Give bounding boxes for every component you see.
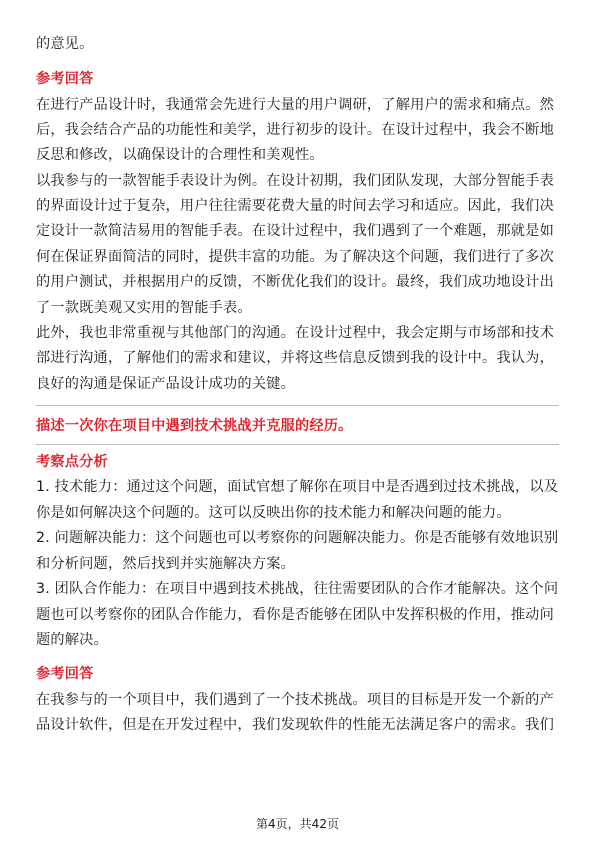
answer-1-line: 后，我会结合产品的功能性和美学，进行初步的设计。在设计过程中，我会不断地 [36,122,554,138]
analysis-line: 3. 团队合作能力：在项目中遇到技术挑战，往往需要团队的合作才能解决。这个问 [36,581,559,597]
continuation-text: 的意见。 [36,36,94,52]
analysis-heading: 考察点分析 [36,454,108,470]
answer-1-line: 的用户测试，并根据用户的反馈，不断优化我们的设计。最终，我们成功地设计出 [36,274,554,290]
answer-1-line: 了一款既美观又实用的智能手表。 [36,300,252,316]
answer-1-line: 良好的沟通是保证产品设计成功的关键。 [36,376,295,392]
answer-1-line: 此外，我也非常重视与其他部门的沟通。在设计过程中，我会定期与市场部和技术 [36,325,554,341]
analysis-line: 你是如何解决这个问题的。这可以反映出你的技术能力和解决问题的能力。 [36,505,511,521]
answer-1-line: 定设计一款简洁易用的智能手表。在设计过程中，我们遇到了一个难题，那就是如 [36,223,554,239]
answer-2-line: 品设计软件，但是在开发过程中，我们发现软件的性能无法满足客户的需求。我们 [36,717,554,733]
analysis-line: 1. 技术能力：通过这个问题，面试官想了解你在项目中是否遇到过技术挑战，以及 [36,479,559,495]
question-heading: 描述一次你在项目中遇到技术挑战并克服的经历。 [36,418,353,434]
answer-1-line: 反思和修改，以确保设计的合理性和美观性。 [36,147,324,163]
answer-1-line: 在进行产品设计时，我通常会先进行大量的用户调研，了解用户的需求和痛点。然 [36,97,554,113]
analysis-line: 2. 问题解决能力：这个问题也可以考察你的问题解决能力。你是否能够有效地识别 [36,530,559,546]
answer-heading-2: 参考回答 [36,666,94,682]
answer-1-line: 的界面设计过于复杂，用户往往需要花费大量的时间去学习和适应。因此，我们决 [36,198,554,214]
question-divider [36,444,559,445]
answer-1-line: 部进行沟通，了解他们的需求和建议，并将这些信息反馈到我的设计中。我认为， [36,350,554,366]
analysis-line: 和分析问题，然后找到并实施解决方案。 [36,556,295,572]
analysis-line: 题的解决。 [36,632,108,648]
answer-1-line: 以我参与的一款智能手表设计为例。在设计初期，我们团队发现，大部分智能手表 [36,173,554,189]
analysis-line: 题也可以考察你的团队合作能力，看你是否能够在团队中发挥积极的作用，推动问 [36,607,554,623]
section-divider [36,405,559,406]
answer-1-line: 何在保证界面简洁的同时，提供丰富的功能。为了解决这个问题，我们进行了多次 [36,249,554,265]
answer-2-line: 在我参与的一个项目中，我们遇到了一个技术挑战。项目的目标是开发一个新的产 [36,692,554,708]
answer-heading-1: 参考回答 [36,71,94,87]
page-indicator: 第4页，共42页 [256,817,339,831]
